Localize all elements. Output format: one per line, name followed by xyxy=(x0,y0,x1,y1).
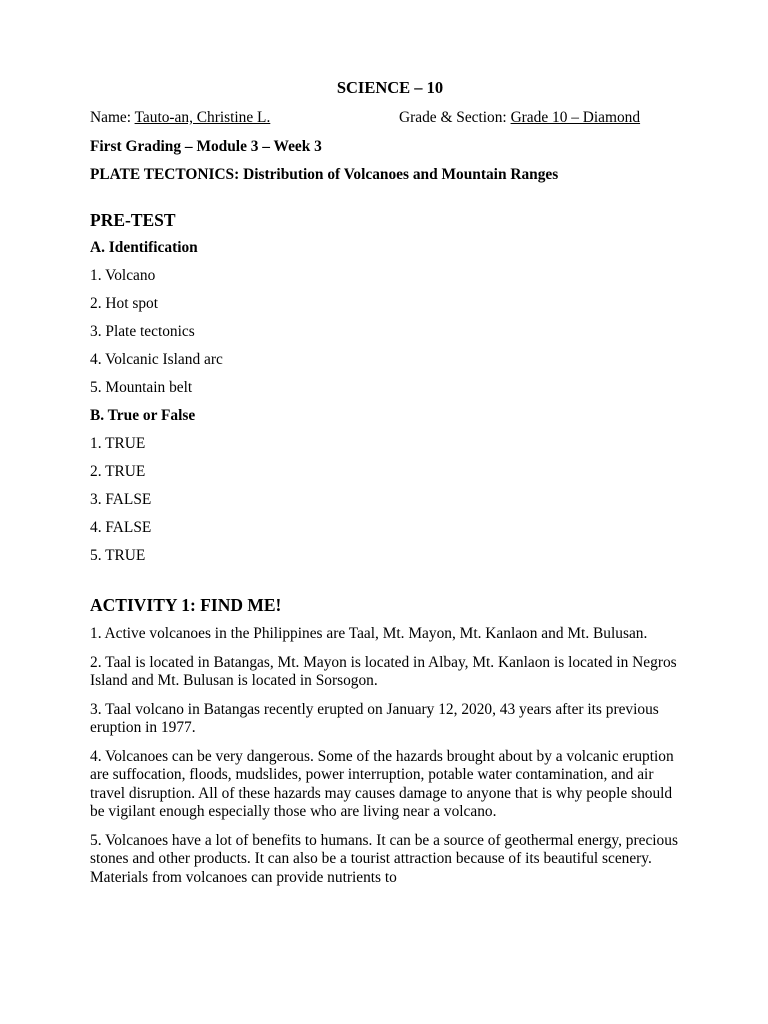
answer-paragraph: 1. Active volcanoes in the Philippines are Taal, Mt. Mayon, Mt. Kanlaon and Mt. Bulusan. xyxy=(90,625,648,642)
list-item: 1. Volcano xyxy=(90,267,156,284)
document-title: SCIENCE – 10 xyxy=(336,78,444,97)
pretest-heading: PRE-TEST xyxy=(90,210,176,230)
list-item: 5. Mountain belt xyxy=(90,379,193,396)
name-value: Tauto-an, Christine L. xyxy=(134,109,271,126)
grade-section xyxy=(399,106,640,130)
document-content xyxy=(90,76,690,897)
list-item: 3. FALSE xyxy=(90,491,152,508)
activity1-answers xyxy=(90,625,690,887)
grade-value: Grade 10 – Diamond xyxy=(510,109,641,126)
part-a-list xyxy=(90,262,690,402)
grade-label: Grade & Section: xyxy=(399,109,511,126)
part-b-heading: B. True or False xyxy=(90,407,196,424)
student-info-row xyxy=(90,106,690,130)
list-item: 1. TRUE xyxy=(90,435,146,452)
list-item: 4. Volcanic Island arc xyxy=(90,351,223,368)
answer-paragraph: 3. Taal volcano in Batangas recently erupted on January 12, 2020, 43 years after its previous eruption in 1977. xyxy=(90,700,659,736)
topic-line: PLATE TECTONICS: Distribution of Volcanoes and Mountain Ranges xyxy=(90,166,559,183)
list-item: 5. TRUE xyxy=(90,547,146,564)
list-item: 2. TRUE xyxy=(90,463,146,480)
student-name xyxy=(90,106,270,130)
name-label: Name: xyxy=(90,109,135,126)
answer-paragraph: 2. Taal is located in Batangas, Mt. Mayon is located in Albay, Mt. Kanlaon is located in Negros Island and Mt. Bulusan is located in Sorsogon. xyxy=(90,653,677,689)
module-line: First Grading – Module 3 – Week 3 xyxy=(90,138,322,155)
list-item: 4. FALSE xyxy=(90,519,152,536)
answer-paragraph: 5. Volcanoes have a lot of benefits to humans. It can be a source of geothermal energy, precious stones and other products. It can also be a tourist attraction because of its beautiful scenery. Materials from volcanoes can provide nutrients to xyxy=(90,831,678,886)
answer-paragraph: 4. Volcanoes can be very dangerous. Some of the hazards brought about by a volcanic eruption are suffocation, floods, mudslides, power interruption, potable water contamination, and air travel disruption. All of these hazards may causes damage to anyone that is why people should be vigilant enough especially those who are living near a volcano. xyxy=(90,747,674,820)
list-item: 3. Plate tectonics xyxy=(90,323,195,340)
list-item: 2. Hot spot xyxy=(90,295,158,312)
part-a-heading: A. Identification xyxy=(90,239,198,256)
part-b-list xyxy=(90,430,690,570)
activity1-heading: ACTIVITY 1: FIND ME! xyxy=(90,595,282,615)
